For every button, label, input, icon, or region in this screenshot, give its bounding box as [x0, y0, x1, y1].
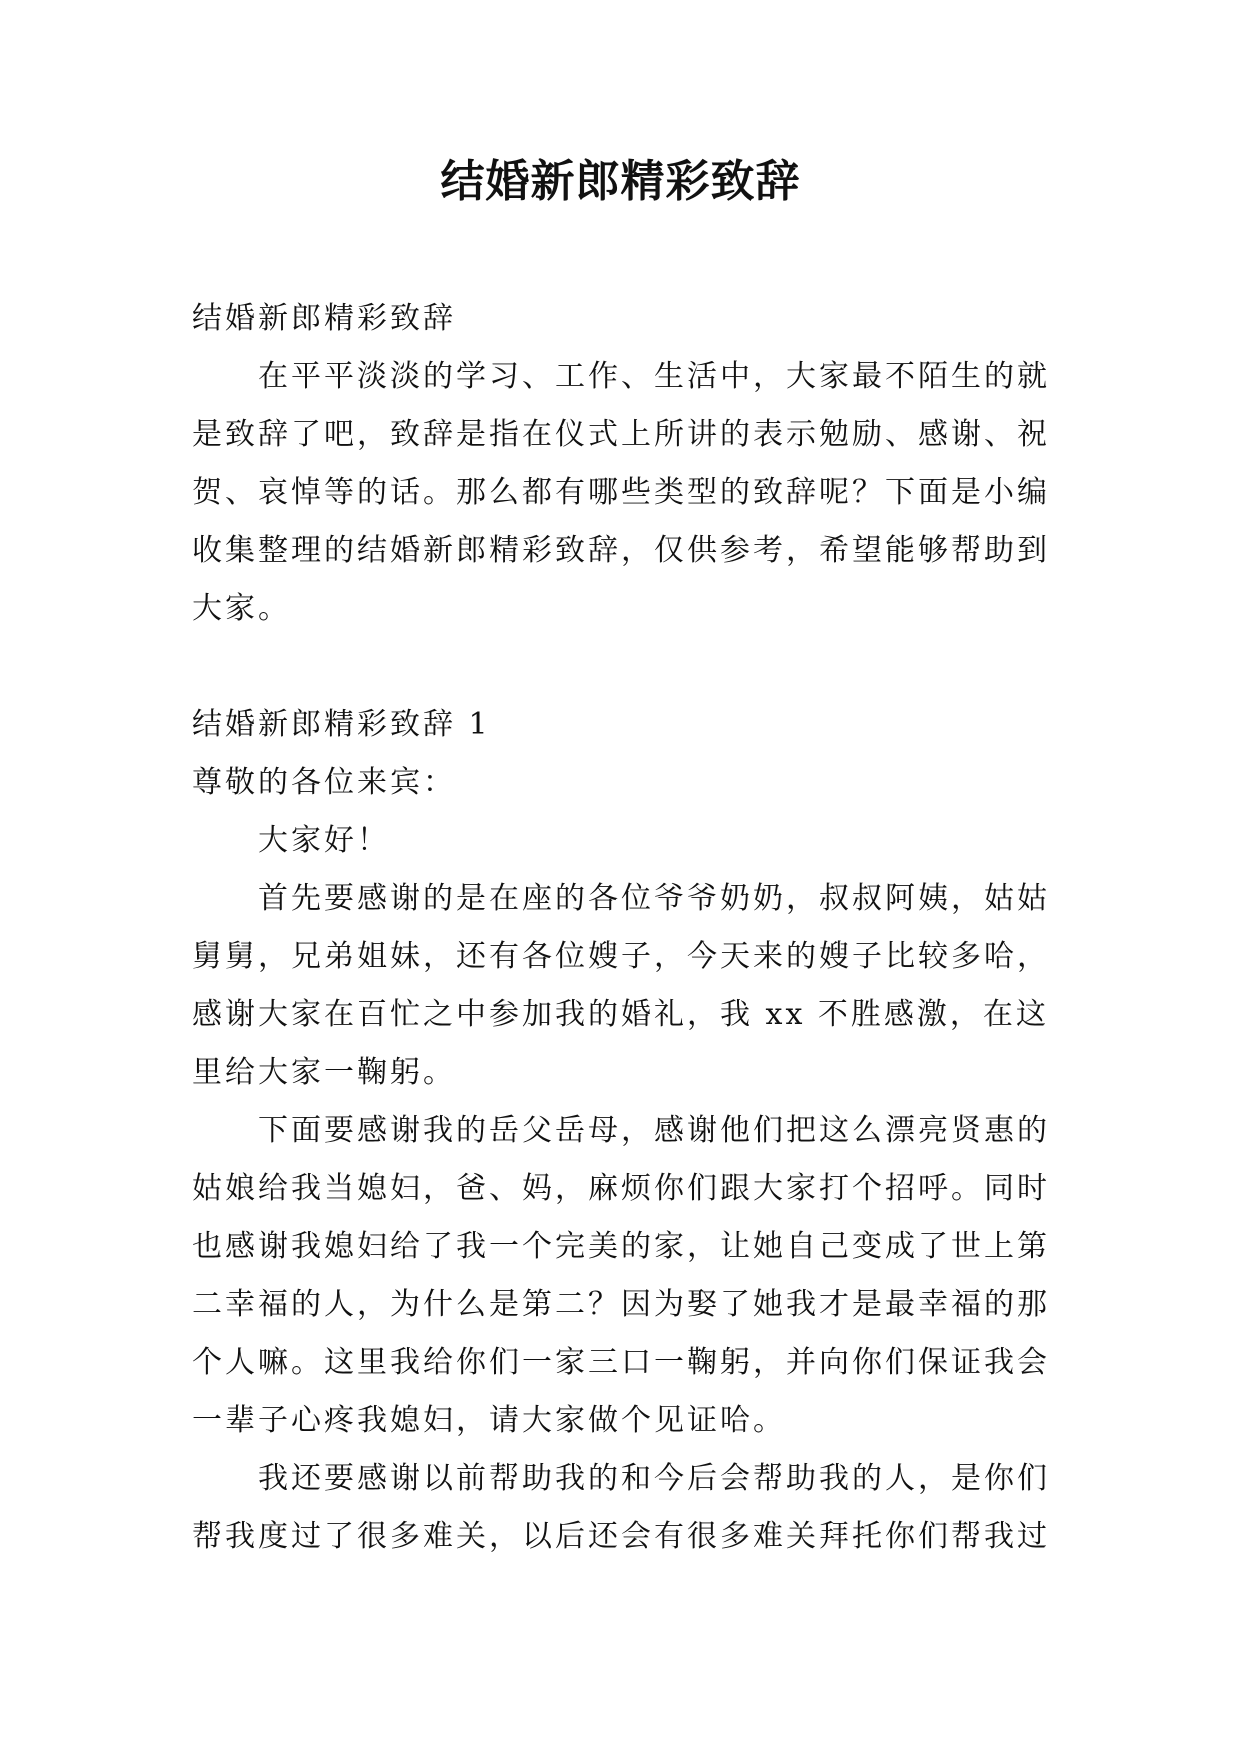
salutation-line: 尊敬的各位来宾： [192, 765, 456, 800]
greeting-line: 大家好！ [258, 823, 390, 858]
section-heading: 结婚新郎精彩致辞 1 [192, 707, 491, 742]
subtitle-line: 结婚新郎精彩致辞 [192, 301, 456, 336]
body-paragraph: 下面要感谢我的岳父岳母，感谢他们把这么漂亮贤惠的姑娘给我当媳妇，爸、妈，麻烦你们跟大家打个招呼。同时也感谢我媳妇给了我一个完美的家，让她自己变成了世上第二幸福的人，为什么是第二？因为娶了她我才是最幸福的那个人嘛。这里我给你们一家三口一鞠躬，并向你们保证我会一辈子心疼我媳妇，请大家做个见证哈。 [192, 1113, 1050, 1438]
body-paragraph: 我还要感谢以前帮助我的和今后会帮助我的人，是你们帮我度过了很多难关，以后还会有很多难关拜托你们帮我过 [192, 1461, 1050, 1554]
intro-paragraph: 在平平淡淡的学习、工作、生活中，大家最不陌生的就是致辞了吧，致辞是指在仪式上所讲的表示勉励、感谢、祝贺、哀悼等的话。那么都有哪些类型的致辞呢？下面是小编收集整理的结婚新郎精彩致辞，仅供参考，希望能够帮助到大家。 [192, 359, 1050, 626]
document-title: 结婚新郎精彩致辞 [440, 156, 801, 207]
body-paragraph: 首先要感谢的是在座的各位爷爷奶奶，叔叔阿姨，姑姑舅舅，兄弟姐妹，还有各位嫂子，今天来的嫂子比较多哈，感谢大家在百忙之中参加我的婚礼，我 xx 不胜感激，在这里给大家一鞠躬。 [192, 881, 1050, 1090]
document-body [192, 290, 1066, 1566]
